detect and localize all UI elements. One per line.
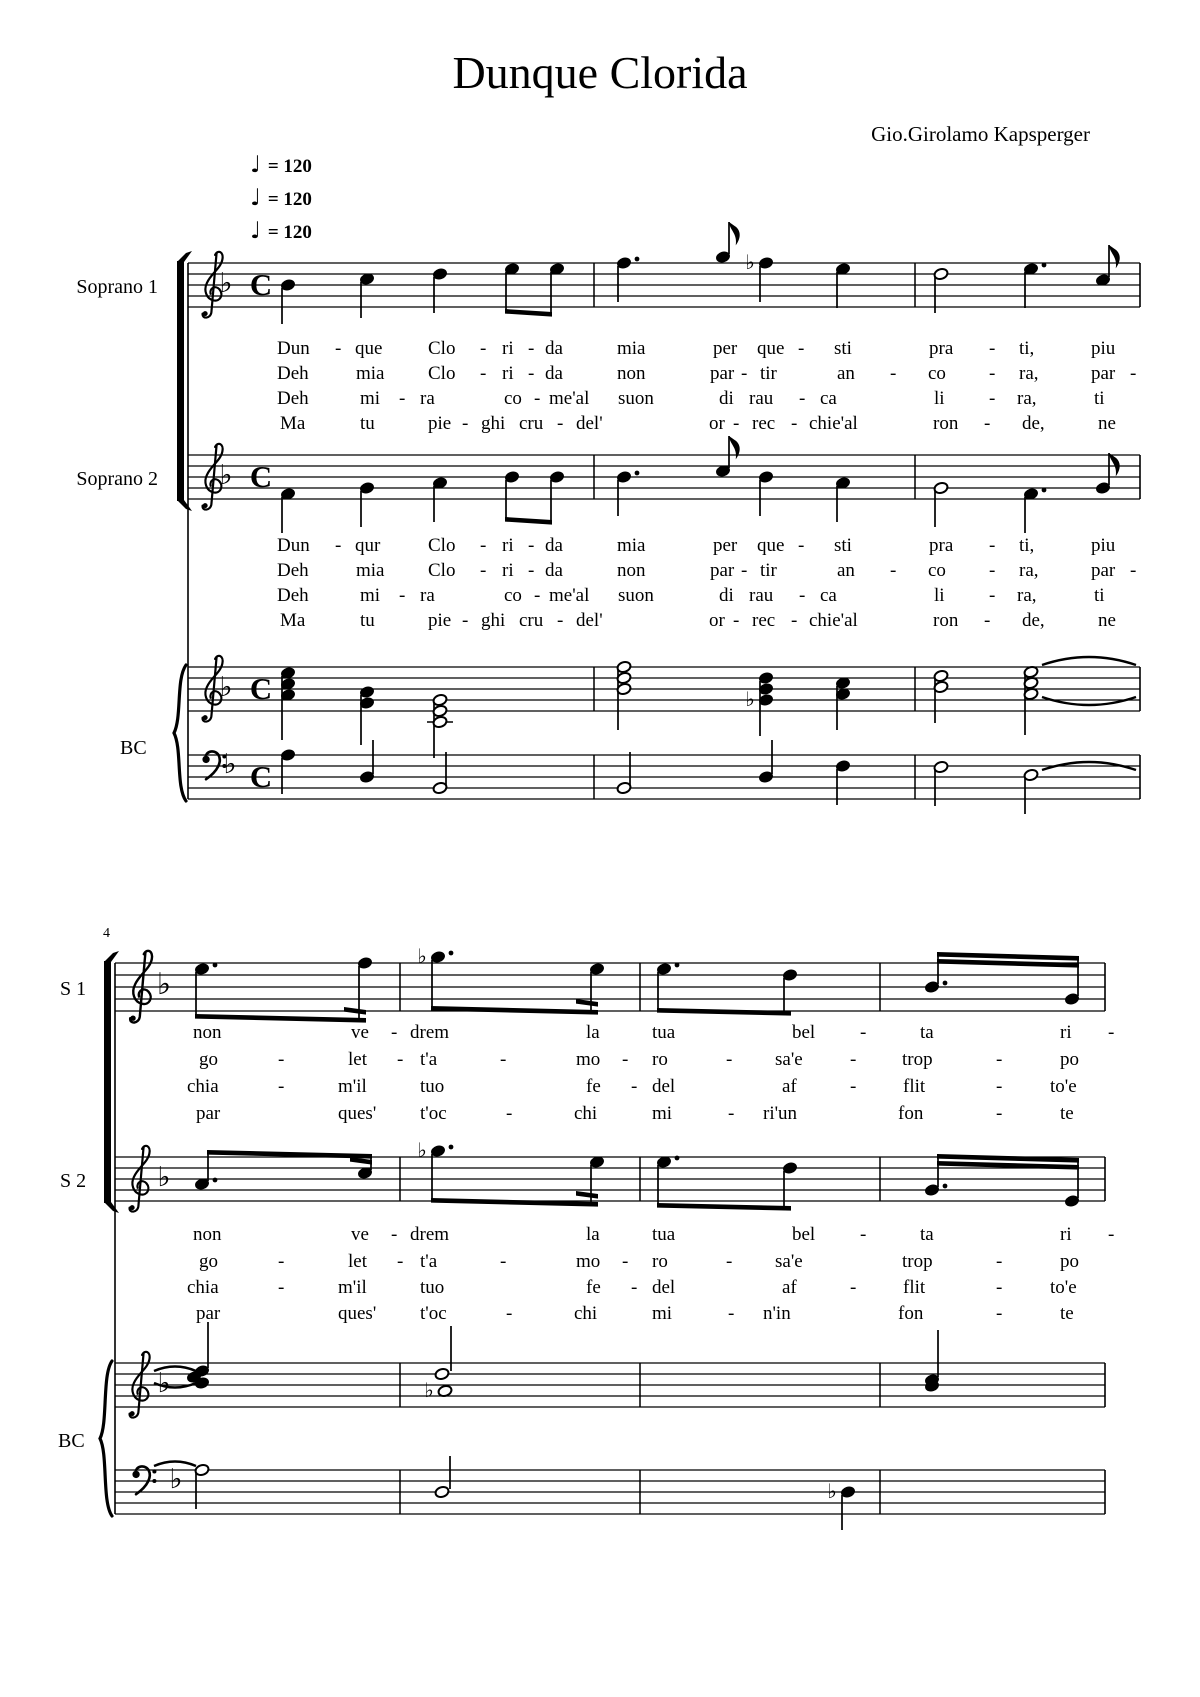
lyric-syllable: fon xyxy=(898,1303,924,1324)
lyric-syllable: ghi xyxy=(481,610,506,631)
lyric-syllable: - xyxy=(791,610,798,631)
lyric-syllable: ne xyxy=(1098,413,1116,434)
lyric-syllable: Deh xyxy=(277,363,309,384)
lyric-syllable: - xyxy=(741,363,748,384)
lyric-syllable: - xyxy=(534,388,541,409)
lyric-syllable: - xyxy=(984,413,991,434)
svg-text:♭: ♭ xyxy=(157,1161,171,1193)
lyric-syllable: - xyxy=(534,585,541,606)
svg-text:♭: ♭ xyxy=(745,687,755,711)
lyric-syllable: - xyxy=(622,1049,629,1070)
lyric-syllable: ra xyxy=(420,585,435,606)
lyric-syllable: to'e xyxy=(1050,1277,1077,1298)
lyric-syllable: li xyxy=(934,585,945,606)
lyric-syllable: - xyxy=(528,338,535,359)
lyric-syllable: ti xyxy=(1094,585,1105,606)
lyric-syllable: - xyxy=(557,610,564,631)
lyric-syllable: ghi xyxy=(481,413,506,434)
lyric-syllable: - xyxy=(335,338,342,359)
lyric-syllable: chie'al xyxy=(809,413,858,434)
svg-text:♭: ♭ xyxy=(169,1463,183,1495)
svg-text:♭: ♭ xyxy=(156,967,172,1002)
lyric-syllable: - xyxy=(850,1049,857,1070)
lyric-syllable: tuo xyxy=(420,1076,445,1097)
lyric-syllable: - xyxy=(996,1251,1003,1272)
lyric-syllable: pra xyxy=(929,535,954,556)
svg-text:C: C xyxy=(249,268,273,302)
lyric-syllable: - xyxy=(528,535,535,556)
lyric-syllable: cru xyxy=(519,413,544,434)
lyric-syllable: sti xyxy=(834,535,852,556)
lyric-syllable: ri xyxy=(1060,1224,1072,1245)
lyric-syllable: - xyxy=(890,560,897,581)
lyric-syllable: non xyxy=(193,1022,222,1043)
lyric-syllable: non xyxy=(617,363,646,384)
lyric-syllable: Clo xyxy=(428,560,456,581)
lyric-syllable: fe xyxy=(586,1277,601,1298)
lyric-syllable: rau xyxy=(749,585,774,606)
lyric-syllable: par xyxy=(196,1303,221,1324)
lyric-syllable: - xyxy=(528,363,535,384)
lyric-syllable: bel xyxy=(792,1224,816,1245)
lyric-syllable: trop xyxy=(902,1251,933,1272)
tempo-marking xyxy=(250,218,312,244)
lyric-syllable: Ma xyxy=(280,610,306,631)
lyric-syllable: mi xyxy=(360,585,381,606)
lyric-syllable: m'il xyxy=(338,1277,367,1298)
lyric-syllable: - xyxy=(631,1076,638,1097)
lyric-syllable: Clo xyxy=(428,338,456,359)
quarter-note-icon: ♩ xyxy=(250,218,261,244)
lyric-syllable: ve xyxy=(351,1224,369,1245)
lyric-syllable: Ma xyxy=(280,413,306,434)
lyric-syllable: par xyxy=(1091,363,1116,384)
lyric-syllable: mia xyxy=(617,535,646,556)
lyric-syllable: - xyxy=(890,363,897,384)
lyric-syllable: - xyxy=(557,413,564,434)
lyric-syllable: m'il xyxy=(338,1076,367,1097)
lyric-syllable: ra, xyxy=(1017,585,1037,606)
lyric-syllable: tuo xyxy=(420,1277,445,1298)
lyric-syllable: - xyxy=(989,585,996,606)
lyric-syllable: mia xyxy=(356,363,385,384)
lyric-syllable: - xyxy=(278,1277,285,1298)
lyric-syllable: - xyxy=(850,1076,857,1097)
lyric-syllable: pie xyxy=(428,610,452,631)
lyric-syllable: af xyxy=(782,1277,797,1298)
lyric-syllable: Clo xyxy=(428,535,456,556)
lyric-syllable: ques' xyxy=(338,1303,377,1324)
lyric-syllable: - xyxy=(631,1277,638,1298)
lyric-syllable: - xyxy=(506,1103,513,1124)
lyric-syllable: la xyxy=(586,1224,600,1245)
lyric-syllable: te xyxy=(1060,1303,1074,1324)
lyric-syllable: del xyxy=(652,1277,676,1298)
lyric-syllable: ra, xyxy=(1019,560,1039,581)
lyric-syllable: - xyxy=(733,610,740,631)
lyric-syllable: - xyxy=(791,413,798,434)
lyric-syllable: ri'un xyxy=(763,1103,798,1124)
page-title: Dunque Clorida xyxy=(452,47,748,98)
lyric-syllable: la xyxy=(586,1022,600,1043)
lyric-syllable: ri xyxy=(1060,1022,1072,1043)
lyric-syllable: mia xyxy=(617,338,646,359)
lyric-syllable: tua xyxy=(652,1022,676,1043)
lyric-syllable: rec xyxy=(752,413,776,434)
lyric-syllable: - xyxy=(278,1076,285,1097)
lyric-syllable: Deh xyxy=(277,388,309,409)
svg-text:C: C xyxy=(249,460,273,494)
lyric-syllable: - xyxy=(984,610,991,631)
lyric-syllable: di xyxy=(719,388,734,409)
lyric-syllable: t'a xyxy=(420,1049,438,1070)
lyric-syllable: - xyxy=(989,560,996,581)
lyric-syllable: ra xyxy=(420,388,435,409)
lyric-syllable: bel xyxy=(792,1022,816,1043)
lyric-syllable: - xyxy=(391,1224,398,1245)
lyric-syllable: pie xyxy=(428,413,452,434)
staff-label-s2: S 2 xyxy=(60,1170,87,1192)
lyric-syllable: ra, xyxy=(1019,363,1039,384)
lyric-syllable: - xyxy=(399,585,406,606)
tempo-value: = 120 xyxy=(267,156,312,177)
lyric-syllable: chia xyxy=(187,1277,219,1298)
lyric-syllable: - xyxy=(989,535,996,556)
lyric-syllable: - xyxy=(1130,560,1137,581)
lyric-syllable: ti, xyxy=(1019,535,1035,556)
lyric-syllable: sti xyxy=(834,338,852,359)
lyric-syllable: Deh xyxy=(277,560,309,581)
lyric-syllable: flit xyxy=(903,1277,926,1298)
lyric-syllable: piu xyxy=(1091,535,1116,556)
lyric-syllable: ri xyxy=(502,560,514,581)
lyric-syllable: que xyxy=(757,338,785,359)
lyric-syllable: per xyxy=(713,338,738,359)
lyric-syllable: da xyxy=(545,535,563,556)
lyric-syllable: del xyxy=(652,1076,676,1097)
lyric-syllable: to'e xyxy=(1050,1076,1077,1097)
lyric-syllable: - xyxy=(728,1103,735,1124)
lyric-syllable: po xyxy=(1060,1049,1079,1070)
lyric-syllable: or xyxy=(709,610,725,631)
lyric-syllable: di xyxy=(719,585,734,606)
lyric-syllable: - xyxy=(480,338,487,359)
svg-text:♭: ♭ xyxy=(417,944,427,968)
lyric-syllable: piu xyxy=(1091,338,1116,359)
lyric-syllable: me'al xyxy=(549,585,590,606)
lyric-syllable: da xyxy=(545,338,563,359)
lyric-syllable: - xyxy=(860,1022,867,1043)
lyric-syllable: - xyxy=(462,610,469,631)
lyric-syllable: ta xyxy=(920,1022,934,1043)
lyric-syllable: Clo xyxy=(428,363,456,384)
lyric-syllable: ti xyxy=(1094,388,1105,409)
lyric-syllable: - xyxy=(799,388,806,409)
lyric-syllable: qur xyxy=(355,535,381,556)
lyric-syllable: - xyxy=(996,1049,1003,1070)
lyric-syllable: - xyxy=(462,413,469,434)
quarter-note-icon: ♩ xyxy=(250,152,261,178)
lyric-syllable: mi xyxy=(652,1103,673,1124)
lyric-syllable: par xyxy=(196,1103,221,1124)
lyric-syllable: mi xyxy=(360,388,381,409)
lyric-syllable: - xyxy=(391,1022,398,1043)
lyric-syllable: - xyxy=(1108,1224,1115,1245)
lyric-syllable: - xyxy=(799,585,806,606)
svg-text:♭: ♭ xyxy=(219,671,233,703)
lyric-syllable: par xyxy=(1091,560,1116,581)
lyric-syllable: ta xyxy=(920,1224,934,1245)
tempo-marking xyxy=(250,185,312,211)
lyric-syllable: non xyxy=(193,1224,222,1245)
lyric-syllable: af xyxy=(782,1076,797,1097)
lyric-syllable: li xyxy=(934,388,945,409)
lyric-syllable: ri xyxy=(502,338,514,359)
lyric-syllable: - xyxy=(741,560,748,581)
lyric-syllable: chi xyxy=(574,1103,598,1124)
staff-label-soprano2: Soprano 2 xyxy=(76,468,158,490)
lyric-syllable: de, xyxy=(1022,610,1045,631)
lyric-syllable: ques' xyxy=(338,1103,377,1124)
lyric-syllable: - xyxy=(528,560,535,581)
lyric-syllable: tir xyxy=(760,560,777,581)
lyric-syllable: t'a xyxy=(420,1251,438,1272)
lyric-syllable: go xyxy=(199,1049,218,1070)
lyric-syllable: que xyxy=(355,338,383,359)
svg-text:♭: ♭ xyxy=(424,1378,434,1402)
lyric-syllable: suon xyxy=(618,585,654,606)
lyric-syllable: tir xyxy=(760,363,777,384)
svg-text:C: C xyxy=(249,760,273,794)
lyric-syllable: - xyxy=(798,535,805,556)
lyric-syllable: - xyxy=(989,338,996,359)
lyric-syllable: tua xyxy=(652,1224,676,1245)
lyric-syllable: Dun xyxy=(277,338,310,359)
lyric-syllable: mia xyxy=(356,560,385,581)
lyric-syllable: - xyxy=(989,363,996,384)
tempo-value: = 120 xyxy=(267,222,312,243)
lyric-syllable: or xyxy=(709,413,725,434)
lyric-syllable: mo xyxy=(576,1251,601,1272)
lyric-syllable: - xyxy=(1108,1022,1115,1043)
lyric-syllable: sa'e xyxy=(775,1049,803,1070)
svg-text:♭: ♭ xyxy=(219,267,233,299)
svg-text:♭: ♭ xyxy=(745,250,755,274)
lyric-syllable: que xyxy=(757,535,785,556)
lyric-syllable: t'oc xyxy=(420,1103,447,1124)
lyric-syllable: - xyxy=(798,338,805,359)
lyric-syllable: ra, xyxy=(1017,388,1037,409)
lyric-syllable: ti, xyxy=(1019,338,1035,359)
lyric-syllable: - xyxy=(335,535,342,556)
lyric-syllable: ca xyxy=(820,388,837,409)
lyric-syllable: co xyxy=(504,585,522,606)
lyric-syllable: ro xyxy=(652,1049,668,1070)
lyric-syllable: ri xyxy=(502,535,514,556)
svg-text:♭: ♭ xyxy=(417,1138,427,1162)
lyric-syllable: co xyxy=(928,363,946,384)
svg-text:♭: ♭ xyxy=(827,1479,837,1503)
lyric-syllable: - xyxy=(996,1303,1003,1324)
lyric-syllable: chie'al xyxy=(809,610,858,631)
lyric-syllable: me'al xyxy=(549,388,590,409)
lyric-syllable: ron xyxy=(933,413,959,434)
lyric-syllable: ro xyxy=(652,1251,668,1272)
lyric-syllable: - xyxy=(397,1251,404,1272)
lyric-syllable: - xyxy=(399,388,406,409)
lyric-syllable: - xyxy=(397,1049,404,1070)
lyric-syllable: - xyxy=(480,535,487,556)
svg-text:♭: ♭ xyxy=(157,1367,171,1399)
lyric-syllable: - xyxy=(989,388,996,409)
lyric-syllable: - xyxy=(726,1049,733,1070)
lyric-syllable: - xyxy=(480,363,487,384)
staff-label-soprano1: Soprano 1 xyxy=(76,276,158,298)
lyric-syllable: - xyxy=(622,1251,629,1272)
lyric-syllable: - xyxy=(996,1076,1003,1097)
lyric-syllable: pra xyxy=(929,338,954,359)
lyric-syllable: - xyxy=(850,1277,857,1298)
tempo-marking xyxy=(250,152,312,178)
lyric-syllable: de, xyxy=(1022,413,1045,434)
lyric-syllable: t'oc xyxy=(420,1303,447,1324)
lyric-syllable: ca xyxy=(820,585,837,606)
lyric-syllable: Deh xyxy=(277,585,309,606)
lyric-syllable: let xyxy=(348,1049,367,1070)
staff-label-bc-2: BC xyxy=(58,1430,85,1452)
lyric-syllable: mo xyxy=(576,1049,601,1070)
lyric-syllable: drem xyxy=(410,1224,450,1245)
lyric-syllable: tu xyxy=(360,610,375,631)
lyric-syllable: da xyxy=(545,363,563,384)
lyric-syllable: - xyxy=(996,1103,1003,1124)
staff-label-s1: S 1 xyxy=(60,978,87,1000)
lyric-syllable: mi xyxy=(652,1303,673,1324)
lyric-syllable: - xyxy=(278,1251,285,1272)
lyric-syllable: fe xyxy=(586,1076,601,1097)
lyric-syllable: n'in xyxy=(763,1303,791,1324)
lyric-syllable: suon xyxy=(618,388,654,409)
lyric-syllable: par xyxy=(710,560,735,581)
lyric-syllable: ve xyxy=(351,1022,369,1043)
lyric-syllable: - xyxy=(726,1251,733,1272)
lyric-syllable: go xyxy=(199,1251,218,1272)
lyric-syllable: chia xyxy=(187,1076,219,1097)
lyric-syllable: - xyxy=(996,1277,1003,1298)
lyric-syllable: cru xyxy=(519,610,544,631)
lyric-syllable: let xyxy=(348,1251,367,1272)
lyric-syllable: Dun xyxy=(277,535,310,556)
lyric-syllable: trop xyxy=(902,1049,933,1070)
composer-credit: Gio.Girolamo Kapsperger xyxy=(871,122,1090,146)
lyric-syllable: ri xyxy=(502,363,514,384)
lyric-syllable: - xyxy=(480,560,487,581)
lyric-syllable: tu xyxy=(360,413,375,434)
lyric-syllable: drem xyxy=(410,1022,450,1043)
lyric-syllable: - xyxy=(728,1303,735,1324)
lyric-syllable: - xyxy=(278,1049,285,1070)
lyric-syllable: rec xyxy=(752,610,776,631)
lyric-syllable: del' xyxy=(576,413,603,434)
lyric-syllable: chi xyxy=(574,1303,598,1324)
lyric-syllable: - xyxy=(860,1224,867,1245)
lyric-syllable: - xyxy=(500,1049,507,1070)
lyric-syllable: par xyxy=(710,363,735,384)
lyric-syllable: flit xyxy=(903,1076,926,1097)
lyric-syllable: ne xyxy=(1098,610,1116,631)
svg-text:♭: ♭ xyxy=(223,748,237,780)
lyric-syllable: del' xyxy=(576,610,603,631)
lyric-syllable: co xyxy=(504,388,522,409)
lyric-syllable: per xyxy=(713,535,738,556)
lyric-syllable: ron xyxy=(933,610,959,631)
svg-text:♭: ♭ xyxy=(219,459,233,491)
measure-number: 4 xyxy=(103,926,110,941)
staff-label-bc-1: BC xyxy=(120,737,147,759)
lyric-syllable: co xyxy=(928,560,946,581)
lyric-syllable: rau xyxy=(749,388,774,409)
lyric-syllable: - xyxy=(500,1251,507,1272)
tempo-value: = 120 xyxy=(267,189,312,210)
lyric-syllable: po xyxy=(1060,1251,1079,1272)
lyric-syllable: da xyxy=(545,560,563,581)
lyric-syllable: fon xyxy=(898,1103,924,1124)
lyric-syllable: sa'e xyxy=(775,1251,803,1272)
lyric-syllable: te xyxy=(1060,1103,1074,1124)
svg-text:C: C xyxy=(249,672,273,706)
lyric-syllable: - xyxy=(1130,363,1137,384)
lyric-syllable: - xyxy=(506,1303,513,1324)
quarter-note-icon: ♩ xyxy=(250,185,261,211)
lyric-syllable: - xyxy=(733,413,740,434)
lyric-syllable: an xyxy=(837,363,855,384)
lyric-syllable: an xyxy=(837,560,855,581)
lyric-syllable: non xyxy=(617,560,646,581)
